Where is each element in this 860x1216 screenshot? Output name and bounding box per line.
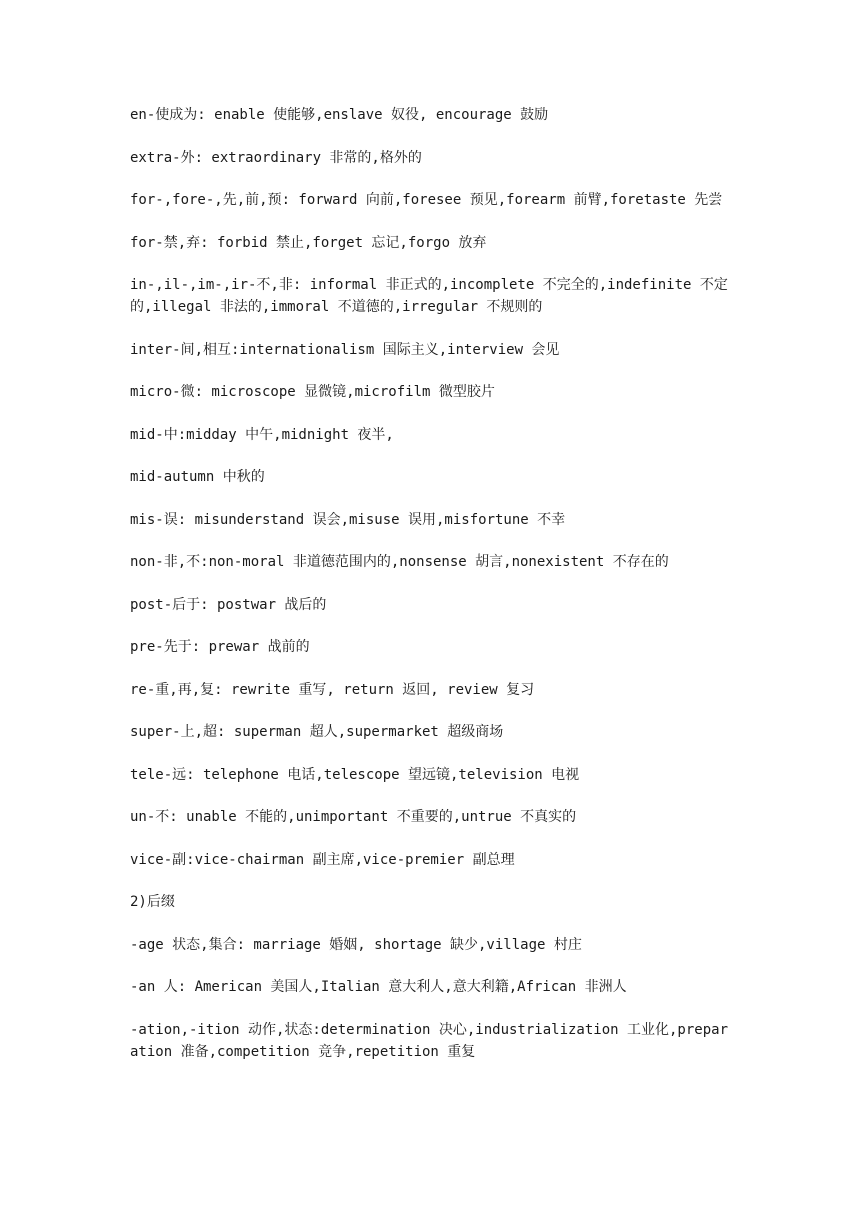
prefix-super: super-上,超: superman 超人,supermarket 超级商场 — [130, 724, 504, 740]
prefix-post: post-后于: postwar 战后的 — [130, 596, 327, 613]
prefix-micro: micro-微: microscope 显微镜,microfilm 微型胶片 — [130, 384, 495, 400]
prefix-non: non-非,不:non-moral 非道德范围内的,nonsense 胡言,nonexistent 不存在的 — [130, 554, 669, 570]
section-heading-suffix: 2)后缀 — [130, 894, 175, 910]
prefix-for-fore: for-,fore-,先,前,预: forward 向前,foresee 预见,forearm 前臂,foretaste 先尝 — [130, 192, 723, 208]
prefix-tele: tele-远: telephone 电话,telescope 望远镜,television 电视 — [130, 766, 580, 783]
prefix-mid-autumn: mid-autumn 中秋的 — [130, 469, 265, 485]
suffix-ation-ition: -ation,-ition 动作,状态:determination 决心,industrialization 工业化,preparation 准备,competition 竞争,repetition 重复 — [130, 1021, 729, 1060]
prefix-un: un-不: unable 不能的,unimportant 不重要的,untrue 不真实的 — [130, 809, 577, 825]
prefix-in-il-im-ir: in-,il-,im-,ir-不,非: informal 非正式的,incomplete 不完全的,indefinite 不定的,illegal 非法的,immoral 不道德的,irregular 不规则的 — [130, 277, 728, 315]
prefix-for: for-禁,弃: forbid 禁止,forget 忘记,forgo 放弃 — [130, 234, 487, 251]
prefix-mis: mis-误: misunderstand 误会,misuse 误用,misfortune 不幸 — [130, 511, 566, 528]
prefix-extra: extra-外: extraordinary 非常的,格外的 — [130, 149, 422, 166]
suffix-age: -age 状态,集合: marriage 婚姻, shortage 缺少,village 村庄 — [130, 936, 582, 953]
document-page — [130, 104, 730, 1083]
suffix-an: -an 人: American 美国人,Italian 意大利人,意大利籍,African 非洲人 — [130, 979, 627, 995]
prefix-re: re-重,再,复: rewrite 重写, return 返回, review 复习 — [130, 681, 535, 698]
prefix-vice: vice-副:vice-chairman 副主席,vice-premier 副总理 — [130, 851, 515, 868]
prefix-mid: mid-中:midday 中午,midnight 夜半, — [130, 426, 394, 443]
prefix-pre: pre-先于: prewar 战前的 — [130, 639, 310, 655]
prefix-en: en-使成为: enable 使能够,enslave 奴役, encourage 鼓励 — [130, 107, 549, 123]
prefix-inter: inter-间,相互:internationalism 国际主义,interview 会见 — [130, 341, 560, 358]
